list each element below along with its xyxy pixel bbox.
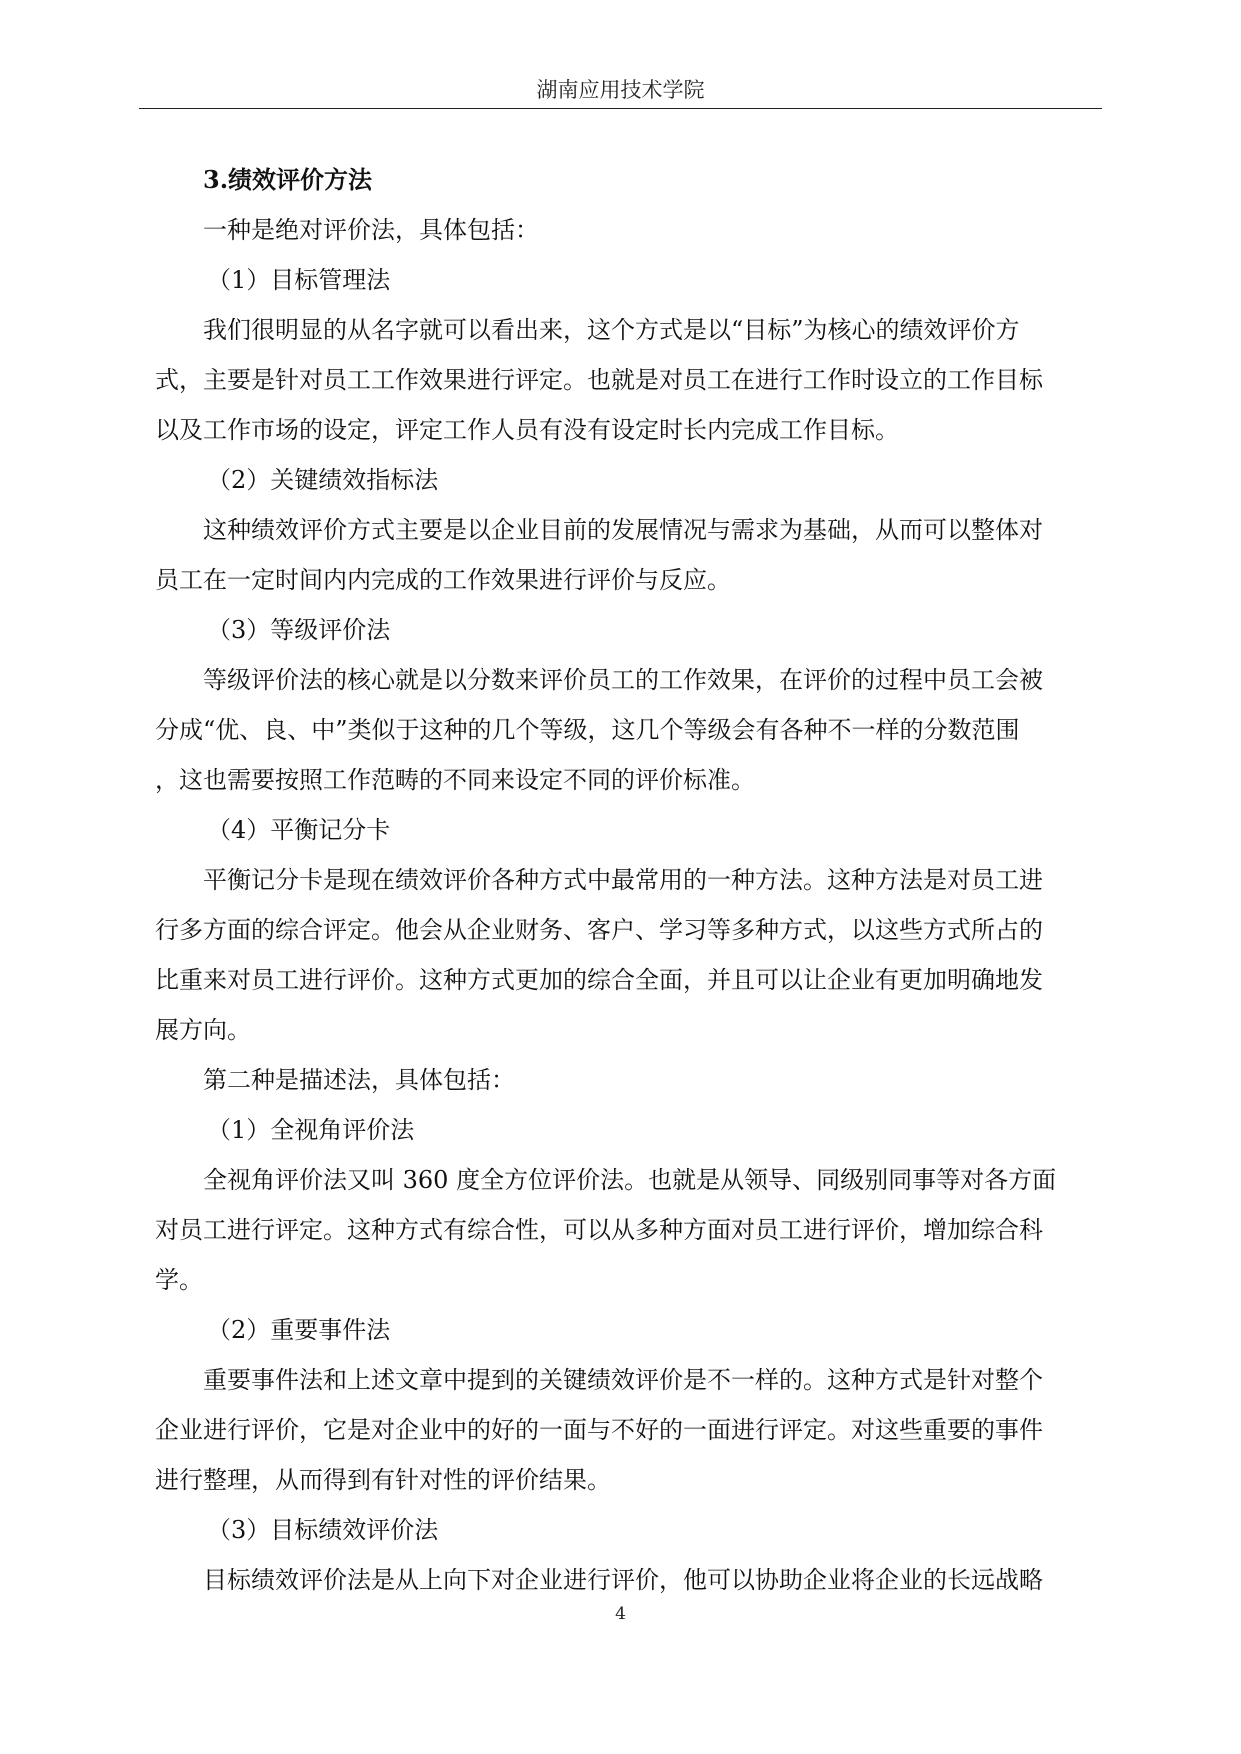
running-header-title: 湖南应用技术学院 <box>536 78 705 102</box>
subheading: （3）等级评价法 <box>207 616 391 644</box>
paragraph-line: ，这也需要按照工作范畴的不同来设定不同的评价标准。 <box>155 766 755 794</box>
paragraph-line: 分成“优、良、中”类似于这种的几个等级，这几个等级会有各种不一样的分数范围 <box>155 716 1020 744</box>
subheading: （2）关键绩效指标法 <box>207 466 439 494</box>
paragraph-line: 以及工作市场的设定，评定工作人员有没有设定时长内完成工作目标。 <box>155 416 899 444</box>
paragraph-line: 这种绩效评价方式主要是以企业目前的发展情况与需求为基础，从而可以整体对 <box>203 516 1043 544</box>
paragraph-line: 一种是绝对评价法，具体包括： <box>203 216 539 244</box>
paragraph-line: 学。 <box>155 1266 203 1294</box>
section-heading: 3.绩效评价方法 <box>203 165 373 194</box>
paragraph-line: 行多方面的综合评定。他会从企业财务、客户、学习等多种方式，以这些方式所占的 <box>155 916 1043 944</box>
subheading: （4）平衡记分卡 <box>207 816 391 844</box>
paragraph-line: 全视角评价法又叫 360 度全方位评价法。也就是从领导、同级别同事等对各方面 <box>203 1166 1057 1194</box>
paragraph-line: 式，主要是针对员工工作效果进行评定。也就是对员工在进行工作时设立的工作目标 <box>155 366 1043 394</box>
document-body <box>155 155 1100 1605</box>
paragraph-line: 企业进行评价，它是对企业中的好的一面与不好的一面进行评定。对这些重要的事件 <box>155 1416 1043 1444</box>
paragraph-line: 等级评价法的核心就是以分数来评价员工的工作效果，在评价的过程中员工会被 <box>203 666 1043 694</box>
subheading: （3）目标绩效评价法 <box>207 1516 439 1544</box>
paragraph-line: 展方向。 <box>155 1016 251 1044</box>
paragraph-line: 员工在一定时间内内完成的工作效果进行评价与反应。 <box>155 566 731 594</box>
paragraph-line: 对员工进行评定。这种方式有综合性，可以从多种方面对员工进行评价，增加综合科 <box>155 1216 1043 1244</box>
subheading: （2）重要事件法 <box>207 1316 391 1344</box>
page-number: 4 <box>615 1604 626 1624</box>
paragraph-line: 目标绩效评价法是从上向下对企业进行评价，他可以协助企业将企业的长远战略 <box>203 1566 1043 1594</box>
paragraph-line: 平衡记分卡是现在绩效评价各种方式中最常用的一种方法。这种方法是对员工进 <box>203 866 1043 894</box>
subheading: （1）全视角评价法 <box>207 1116 415 1144</box>
subheading: （1）目标管理法 <box>207 266 391 294</box>
paragraph-line: 重要事件法和上述文章中提到的关键绩效评价是不一样的。这种方式是针对整个 <box>203 1366 1043 1394</box>
paragraph-line: 我们很明显的从名字就可以看出来，这个方式是以“目标”为核心的绩效评价方 <box>203 316 1020 344</box>
header-rule <box>139 108 1102 109</box>
paragraph-line: 比重来对员工进行评价。这种方式更加的综合全面，并且可以让企业有更加明确地发 <box>155 966 1043 994</box>
paragraph-line: 进行整理，从而得到有针对性的评价结果。 <box>155 1466 611 1494</box>
paragraph-line: 第二种是描述法，具体包括： <box>203 1066 515 1094</box>
